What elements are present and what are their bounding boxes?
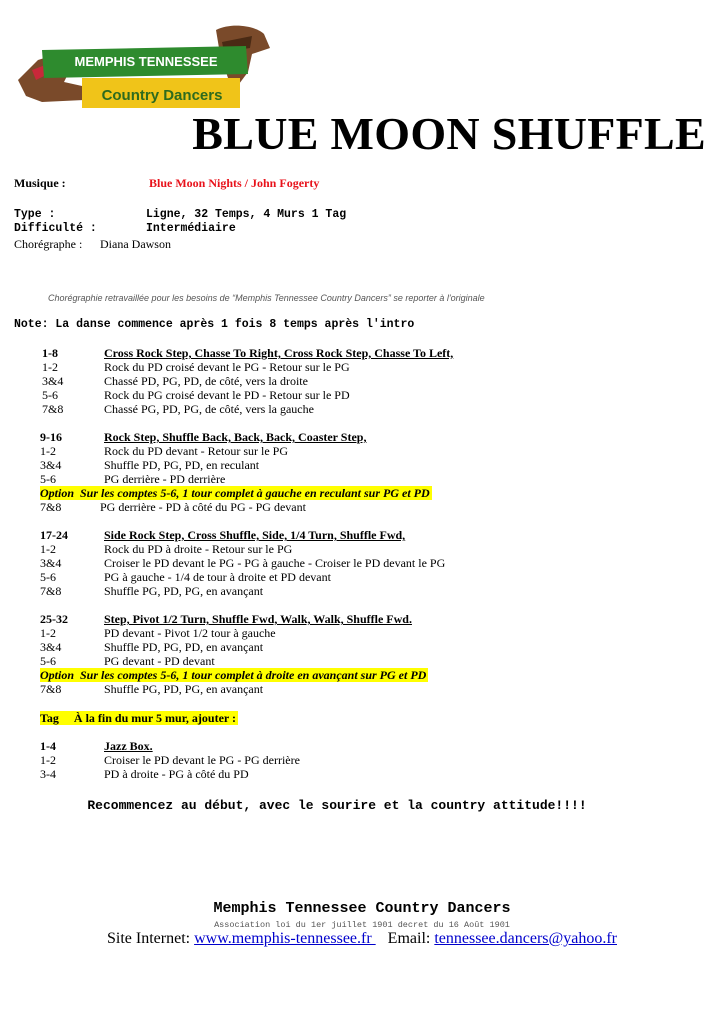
type-value: Ligne, 32 Temps, 4 Murs 1 Tag (146, 208, 347, 221)
page-title: BLUE MOON SHUFFLE (192, 108, 706, 159)
site-link[interactable]: www.memphis-tennessee.fr (194, 930, 376, 947)
tag-highlight: Tag À la fin du mur 5 mur, ajouter : (40, 711, 237, 725)
option-row (0, 486, 700, 500)
step-row: 1-2 Croiser le PD devant le PG - PG derrière (40, 753, 300, 767)
section-header: 1-8 Cross Rock Step, Chasse To Right, Cross Rock Step, Chasse To Left, (42, 346, 454, 360)
step-row: 5-6 PG devant - PD devant (40, 654, 215, 668)
step-row: 3&4 Chassé PD, PG, PD, de côté, vers la droite (42, 374, 308, 388)
option-highlight: Option Sur les comptes 5-6, 1 tour complet à droite en avançant sur PG et PD (40, 668, 427, 682)
difficulte-label: Difficulté : (14, 222, 97, 235)
musique-label: Musique : (14, 176, 66, 190)
site-label: Site Internet: (107, 930, 191, 947)
logo-line1: MEMPHIS TENNESSEE (74, 54, 218, 69)
option-highlight: Option Sur les comptes 5-6, 1 tour complet à gauche en reculant sur PG et PD (40, 486, 430, 500)
option-row (0, 668, 700, 682)
restart-note: Recommencez au début, avec le sourire et la country attitude!!!! (87, 798, 587, 813)
step-row: 5-6 PG à gauche - 1/4 de tour à droite et PD devant (40, 570, 331, 584)
step-row: 5-6 PG derrière - PD derrière (40, 472, 226, 486)
step-row: 3&4 Shuffle PD, PG, PD, en reculant (40, 458, 260, 472)
tag-row (0, 711, 700, 725)
section-header: 25-32 Step, Pivot 1/2 Turn, Shuffle Fwd, Walk, Walk, Shuffle Fwd. (40, 612, 412, 626)
step-row: 3&4 Shuffle PD, PG, PD, en avançant (40, 640, 264, 654)
section-header: 17-24 Side Rock Step, Cross Shuffle, Side, 1/4 Turn, Shuffle Fwd, (40, 528, 406, 542)
footer-links (0, 930, 724, 948)
footer-club-name: Memphis Tennessee Country Dancers (213, 900, 511, 917)
rework-note: Chorégraphie retravaillée pour les besoins de “Memphis Tennessee Country Dancers” se reporter à l'originale (48, 293, 485, 303)
footer-association: Association loi du 1er juillet 1901 decret du 16 Août 1901 (214, 920, 510, 930)
step-row: 3&4 Croiser le PD devant le PG - PG à gauche - Croiser le PD devant le PG (40, 556, 446, 570)
choregraphe-label: Chorégraphe : (14, 237, 83, 251)
difficulte-value: Intermédiaire (146, 222, 236, 235)
club-logo (12, 24, 274, 114)
logo-line2: Country Dancers (101, 87, 223, 104)
step-row: 7&8 PG derrière - PD à côté du PG - PG devant (40, 500, 306, 514)
step-row: 1-2 PD devant - Pivot 1/2 tour à gauche (40, 626, 276, 640)
step-row: 1-2 Rock du PD devant - Retour sur le PG (40, 444, 288, 458)
musique-value: Blue Moon Nights / John Fogerty (149, 176, 320, 190)
step-row: 3-4 PD à droite - PG à côté du PD (40, 767, 249, 781)
step-row: 7&8 Shuffle PG, PD, PG, en avançant (40, 584, 264, 598)
step-row: 1-2 Rock du PD croisé devant le PG - Retour sur le PG (42, 360, 350, 374)
step-row: 7&8 Shuffle PG, PD, PG, en avançant (40, 682, 264, 696)
section-header: 1-4 Jazz Box. (40, 739, 153, 753)
type-label: Type : (14, 208, 56, 221)
section-header: 9-16 Rock Step, Shuffle Back, Back, Back, Coaster Step, (40, 430, 367, 444)
step-row: 5-6 Rock du PG croisé devant le PD - Retour sur le PD (42, 388, 350, 402)
choregraphe-value: Diana Dawson (100, 237, 171, 251)
step-row: 1-2 Rock du PD à droite - Retour sur le PG (40, 542, 293, 556)
step-row: 7&8 Chassé PG, PD, PG, de côté, vers la gauche (42, 402, 314, 416)
email-label: Email: (387, 930, 431, 947)
email-link[interactable]: tennessee.dancers@yahoo.fr (434, 930, 617, 947)
intro-note: Note: La danse commence après 1 fois 8 temps après l'intro (14, 318, 415, 331)
